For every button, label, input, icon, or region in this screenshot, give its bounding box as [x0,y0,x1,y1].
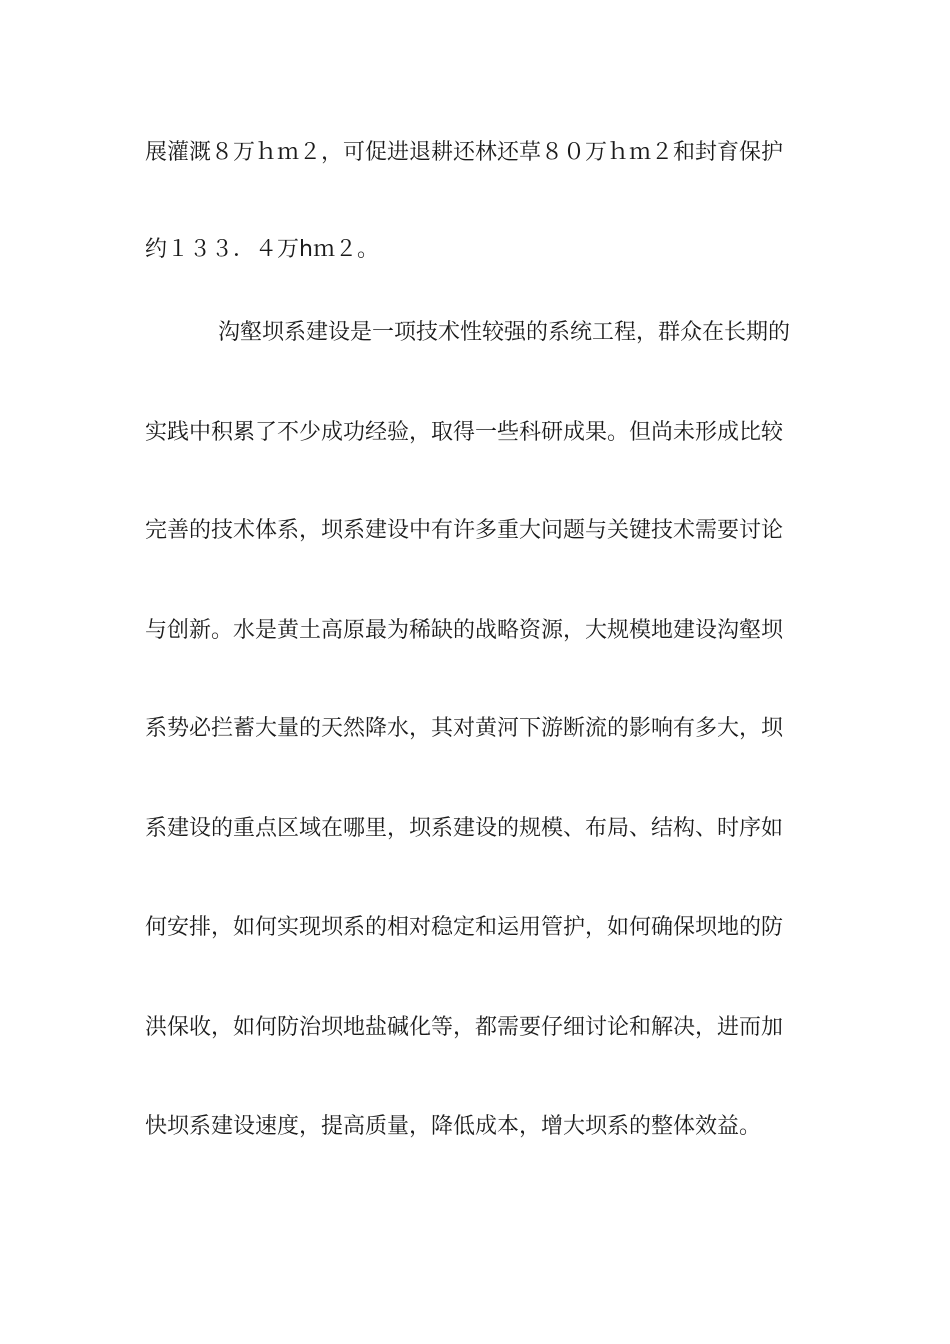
text-line-8: 系建设的重点区域在哪里，坝系建设的规模、布局、结构、时序如 [145,816,784,841]
text-line-1: 展灌溉８万ｈｍ２，可促进退耕还林还草８０万ｈｍ２和封育保护 [145,140,784,165]
text-line-10: 洪保收，如何防治坝地盐碱化等，都需要仔细讨论和解决，进而加 [145,1015,784,1040]
text-line-9: 何安排，如何实现坝系的相对稳定和运用管护，如何确保坝地的防 [145,915,784,940]
text-line-5: 完善的技术体系，坝系建设中有许多重大问题与关键技术需要讨论 [145,518,784,543]
paragraph-start-line: 沟壑坝系建设是一项技术性较强的系统工程，群众在长期的 [218,320,791,345]
text-line-4: 实践中积累了不少成功经验，取得一些科研成果。但尚未形成比较 [145,420,784,445]
text-line-2: 约１３３．４万hｍ２。 [145,237,379,262]
text-line-11: 快坝系建设速度，提高质量，降低成本，增大坝系的整体效益。 [145,1114,762,1139]
text-line-6: 与创新。水是黄土高原最为稀缺的战略资源，大规模地建设沟壑坝 [145,618,784,643]
text-line-7: 系势必拦蓄大量的天然降水，其对黄河下游断流的影响有多大，坝 [145,716,784,741]
